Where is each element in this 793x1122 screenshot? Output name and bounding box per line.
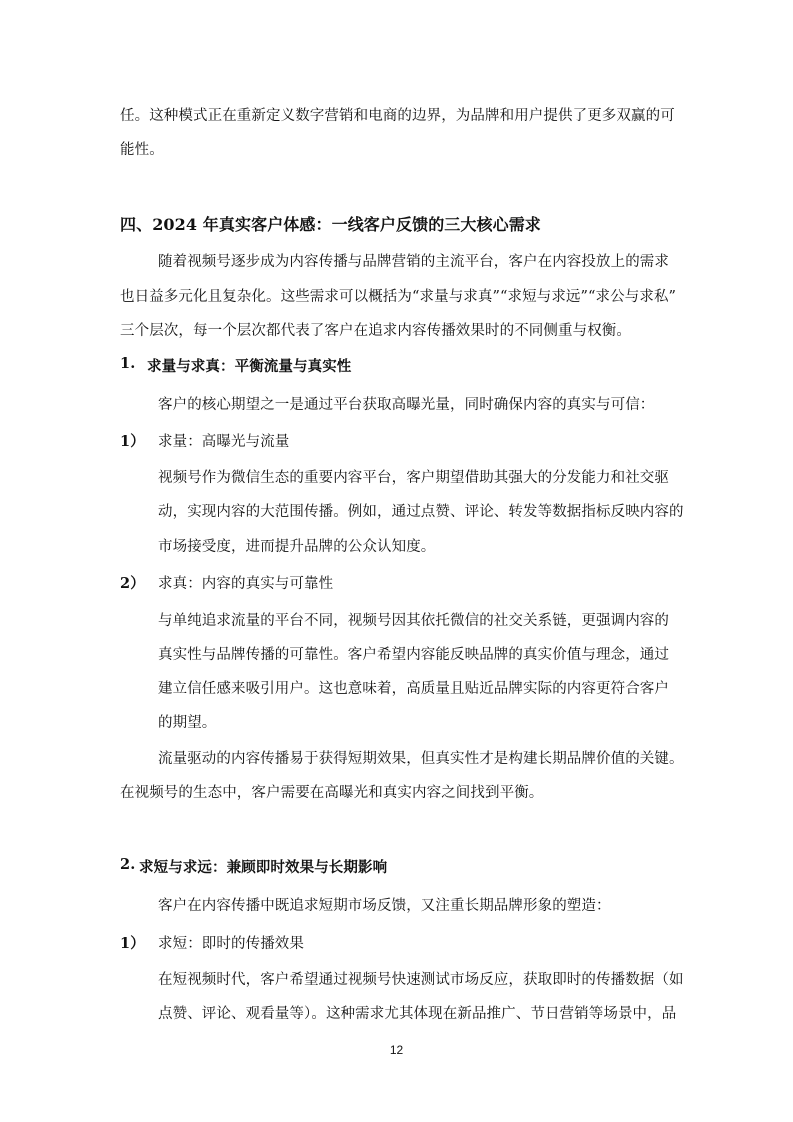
body-line: 在短视频时代，客户希望通过视频号快速测试市场反应，获取即时的传播数据（如 xyxy=(158,972,684,988)
body-line: 客户的核心期望之一是通过平台获取高曝光量，同时确保内容的真实与可信： xyxy=(158,397,655,413)
body-line: 在视频号的生态中，客户需要在高曝光和真实内容之间找到平衡。 xyxy=(120,785,544,801)
body-line: 流量驱动的内容传播易于获得短期效果，但真实性才是构建长期品牌价值的关键。 xyxy=(158,751,684,767)
body-line: 与单纯追求流量的平台不同，视频号因其依托微信的社交关系链，更强调内容的 xyxy=(158,613,669,629)
list-item-number: 1） xyxy=(120,935,145,952)
list-item-number: 2） xyxy=(120,575,145,592)
page-number: 12 xyxy=(389,1043,404,1057)
body-line: 随着视频号逐步成为内容传播与品牌营销的主流平台，客户在内容投放上的需求 xyxy=(158,254,669,270)
subheading-number: 2. xyxy=(120,856,136,873)
body-line: 的期望。 xyxy=(158,715,217,731)
body-line: 建立信任感来吸引用户。这也意味着，高质量且贴近品牌实际的内容更符合客户 xyxy=(158,681,669,697)
list-item-number: 1） xyxy=(120,433,145,450)
list-item-title: 求短：即时的传播效果 xyxy=(158,936,304,952)
body-line: 能性。 xyxy=(120,142,164,158)
body-line: 视频号作为微信生态的重要内容平台，客户期望借助其强大的分发能力和社交驱 xyxy=(158,470,669,486)
body-line: 三个层次，每一个层次都代表了客户在追求内容传播效果时的不同侧重与权衡。 xyxy=(120,323,631,339)
section-heading: 四、2024 年真实客户体感：一线客户反馈的三大核心需求 xyxy=(120,215,541,234)
body-line: 市场接受度，进而提升品牌的公众认知度。 xyxy=(158,539,436,555)
body-line: 真实性与品牌传播的可靠性。客户希望内容能反映品牌的真实价值与理念，通过 xyxy=(158,647,669,663)
body-line: 也日益多元化且复杂化。这些需求可以概括为“求量与求真”“求短与求远”“求公与求私” xyxy=(120,289,677,305)
list-item-title: 求量：高曝光与流量 xyxy=(158,434,290,450)
list-item-title: 求真：内容的真实与可靠性 xyxy=(158,576,334,592)
body-line: 点赞、评论、观看量等）。这种需求尤其体现在新品推广、节日营销等场景中，品 xyxy=(158,1006,677,1022)
body-line: 任。这种模式正在重新定义数字营销和电商的边界，为品牌和用户提供了更多双赢的可 xyxy=(120,108,675,124)
body-line: 客户在内容传播中既追求短期市场反馈，又注重长期品牌形象的塑造： xyxy=(158,898,611,914)
subheading-title: 求短与求远：兼顾即时效果与长期影响 xyxy=(139,859,388,876)
body-line: 动，实现内容的大范围传播。例如，通过点赞、评论、转发等数据指标反映内容的 xyxy=(158,504,684,520)
subheading-title: 求量与求真：平衡流量与真实性 xyxy=(147,358,352,375)
subheading-number: 1. xyxy=(120,355,136,372)
